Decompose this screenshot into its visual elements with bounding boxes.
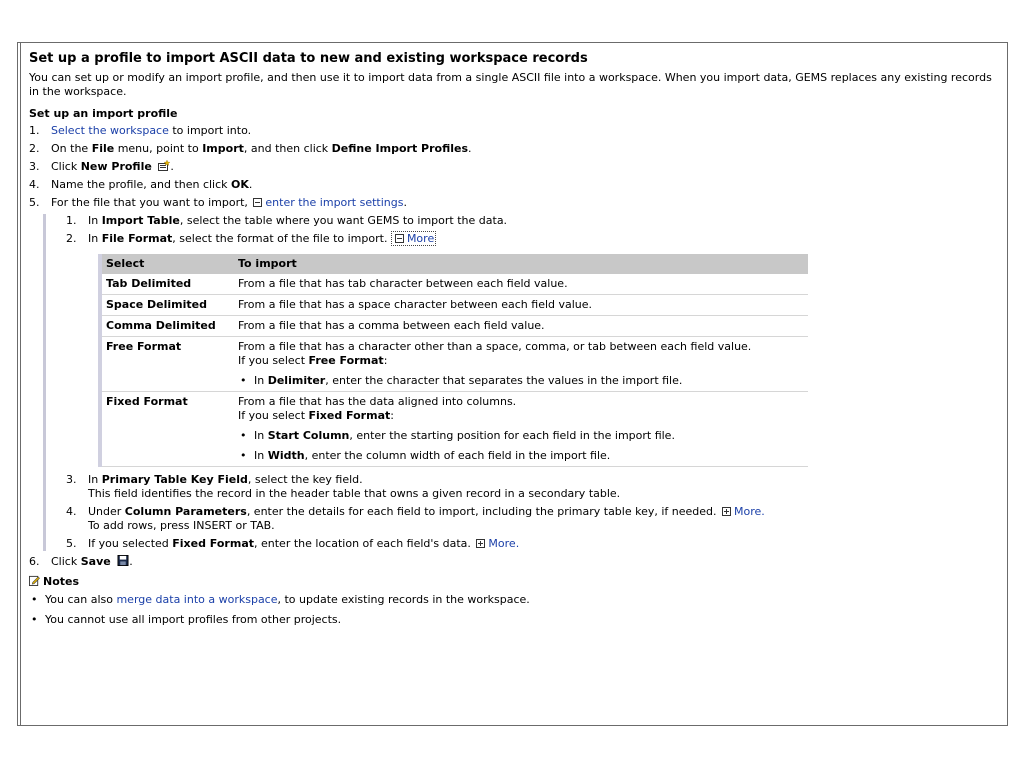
help-content (29, 51, 1005, 633)
step-text: , select the format of the file to import. (172, 232, 388, 245)
substep-number: 5. (66, 537, 77, 550)
step-bold: Primary Table Key Field (101, 473, 248, 486)
step-text: , select the table where you want GEMS to import the data. (179, 214, 508, 227)
step-text: . (468, 142, 472, 155)
bold: Fixed Format (308, 409, 391, 422)
step-text: . (170, 160, 174, 173)
expand-icon[interactable] (722, 507, 731, 516)
substep-5 (46, 537, 1005, 551)
step-bold: Fixed Format (172, 537, 255, 550)
step-number: 2. (29, 142, 40, 155)
merge-data-link[interactable]: merge data into a workspace (116, 593, 278, 606)
table-row (100, 295, 808, 316)
floppy-disk-icon (117, 555, 129, 566)
more-toggle-expanded[interactable] (391, 231, 436, 246)
step-text: On the (51, 142, 92, 155)
step-text: In (88, 232, 102, 245)
format-description: From a file that has a comma between each field value. (234, 316, 808, 337)
step-5 (29, 196, 1005, 551)
step-detail: To add rows, press INSERT or TAB. (88, 519, 275, 532)
note-item (29, 593, 1005, 607)
step-detail: This field identifies the record in the header table that owns a given record in a secondary table. (88, 487, 621, 500)
note-text: You cannot use all import profiles from other projects. (45, 613, 342, 626)
import-settings-substeps (43, 214, 1005, 551)
format-description (234, 392, 808, 467)
format-name: Free Format (100, 337, 234, 392)
page-title: Set up a profile to import ASCII data to new and existing workspace records (29, 51, 588, 66)
expand-icon[interactable] (476, 539, 485, 548)
step-text: to import into. (168, 124, 252, 137)
table-row (100, 337, 808, 392)
step-bold: Import Table (101, 214, 180, 227)
if-select-line (238, 354, 804, 368)
note-item (29, 613, 1005, 627)
substep-2 (46, 232, 1005, 467)
if-select-line (238, 409, 804, 423)
bullet-item (238, 374, 804, 388)
step-number: 6. (29, 555, 40, 568)
help-inner-border (20, 43, 1007, 725)
select-workspace-link[interactable]: Select the workspace (51, 124, 169, 137)
pencil-note-icon (29, 575, 40, 586)
step-6 (29, 555, 1005, 569)
step-2 (29, 142, 1005, 156)
text: , enter the column width of each field in the import file. (304, 449, 611, 462)
text: In (254, 429, 268, 442)
step-bold: File (91, 142, 115, 155)
bullet-item (238, 449, 804, 463)
step-number: 3. (29, 160, 40, 173)
step-text: Click (51, 160, 81, 173)
substep-4 (46, 505, 1005, 533)
step-bold: Save (80, 555, 111, 568)
step-text: If you selected (88, 537, 173, 550)
format-name: Space Delimited (100, 295, 234, 316)
collapse-icon (395, 234, 404, 243)
enter-import-settings-link[interactable]: enter the import settings (265, 196, 404, 209)
text: If you select (238, 409, 309, 422)
table-row (100, 392, 808, 467)
table-row (100, 274, 808, 295)
step-text: For the file that you want to import, (51, 196, 252, 209)
text: , enter the starting position for each field in the import file. (349, 429, 675, 442)
bold: Delimiter (267, 374, 326, 387)
more-link[interactable]: More. (488, 537, 520, 550)
step-bold: Column Parameters (124, 505, 247, 518)
format-description-text: From a file that has a character other than a space, comma, or tab between each field value. (238, 340, 752, 353)
substep-1 (46, 214, 1005, 228)
step-text: , enter the details for each field to import, including the primary table key, if needed. (246, 505, 717, 518)
step-1 (29, 124, 1005, 138)
step-bold: Import (202, 142, 244, 155)
step-text: , enter the location of each field's data. (254, 537, 471, 550)
substep-number: 4. (66, 505, 77, 518)
step-text: , select the key field. (247, 473, 363, 486)
format-name: Tab Delimited (100, 274, 234, 295)
intro-text: You can set up or modify an import profile, and then use it to import data from a single ASCII file into a workspace. When you import data, GEMS replaces any existing records in the workspace. (29, 71, 992, 98)
step-bold: File Format (101, 232, 173, 245)
step-text: . (248, 178, 253, 191)
bold: Start Column (267, 429, 350, 442)
steps-list (29, 124, 1005, 569)
collapse-icon[interactable] (253, 198, 262, 207)
step-text: In (88, 473, 102, 486)
step-bold: OK (231, 178, 249, 191)
substep-number: 1. (66, 214, 77, 227)
step-text: Under (88, 505, 125, 518)
text: : (390, 409, 394, 422)
file-format-table (98, 254, 808, 467)
more-link[interactable]: More. (734, 505, 765, 518)
step-number: 5. (29, 196, 40, 209)
format-description-text: From a file that has the data aligned into columns. (238, 395, 517, 408)
bold: Free Format (308, 354, 384, 367)
text: : (383, 354, 388, 367)
bullet-item (238, 429, 804, 443)
step-text: . (129, 555, 133, 568)
step-text: , and then click (243, 142, 332, 155)
note-text: , to update existing records in the workspace. (277, 593, 530, 606)
format-name: Fixed Format (100, 392, 234, 467)
step-text: . (403, 196, 407, 209)
step-text: In (88, 214, 102, 227)
step-bold: Define Import Profiles (331, 142, 469, 155)
format-description: From a file that has tab character between each field value. (234, 274, 808, 295)
substep-number: 3. (66, 473, 77, 486)
text: In (254, 374, 268, 387)
column-header-to-import: To import (234, 254, 808, 274)
notes-title: Notes (43, 575, 80, 588)
substep-number: 2. (66, 232, 77, 245)
step-4 (29, 178, 1005, 192)
substep-3 (46, 473, 1005, 501)
table-row (100, 316, 808, 337)
step-3 (29, 160, 1005, 174)
step-text: Click (51, 555, 81, 568)
step-text: Name the profile, and then click (51, 178, 232, 191)
help-frame (17, 42, 1008, 726)
table-header-row (100, 254, 808, 274)
note-text: You can also (45, 593, 117, 606)
format-description (234, 337, 808, 392)
more-link[interactable]: More (406, 232, 435, 245)
column-header-select: Select (100, 254, 234, 274)
text: In (254, 449, 268, 462)
text: If you select (238, 354, 309, 367)
step-bold: New Profile (80, 160, 152, 173)
step-text: menu, point to (114, 142, 203, 155)
new-profile-icon (158, 160, 170, 171)
section-heading: Set up an import profile (29, 107, 178, 120)
step-number: 1. (29, 124, 40, 137)
text: , enter the character that separates the values in the import file. (325, 374, 683, 387)
notes-heading (29, 575, 1005, 589)
step-number: 4. (29, 178, 40, 191)
bold: Width (267, 449, 305, 462)
format-description: From a file that has a space character between each field value. (234, 295, 808, 316)
format-name: Comma Delimited (100, 316, 234, 337)
